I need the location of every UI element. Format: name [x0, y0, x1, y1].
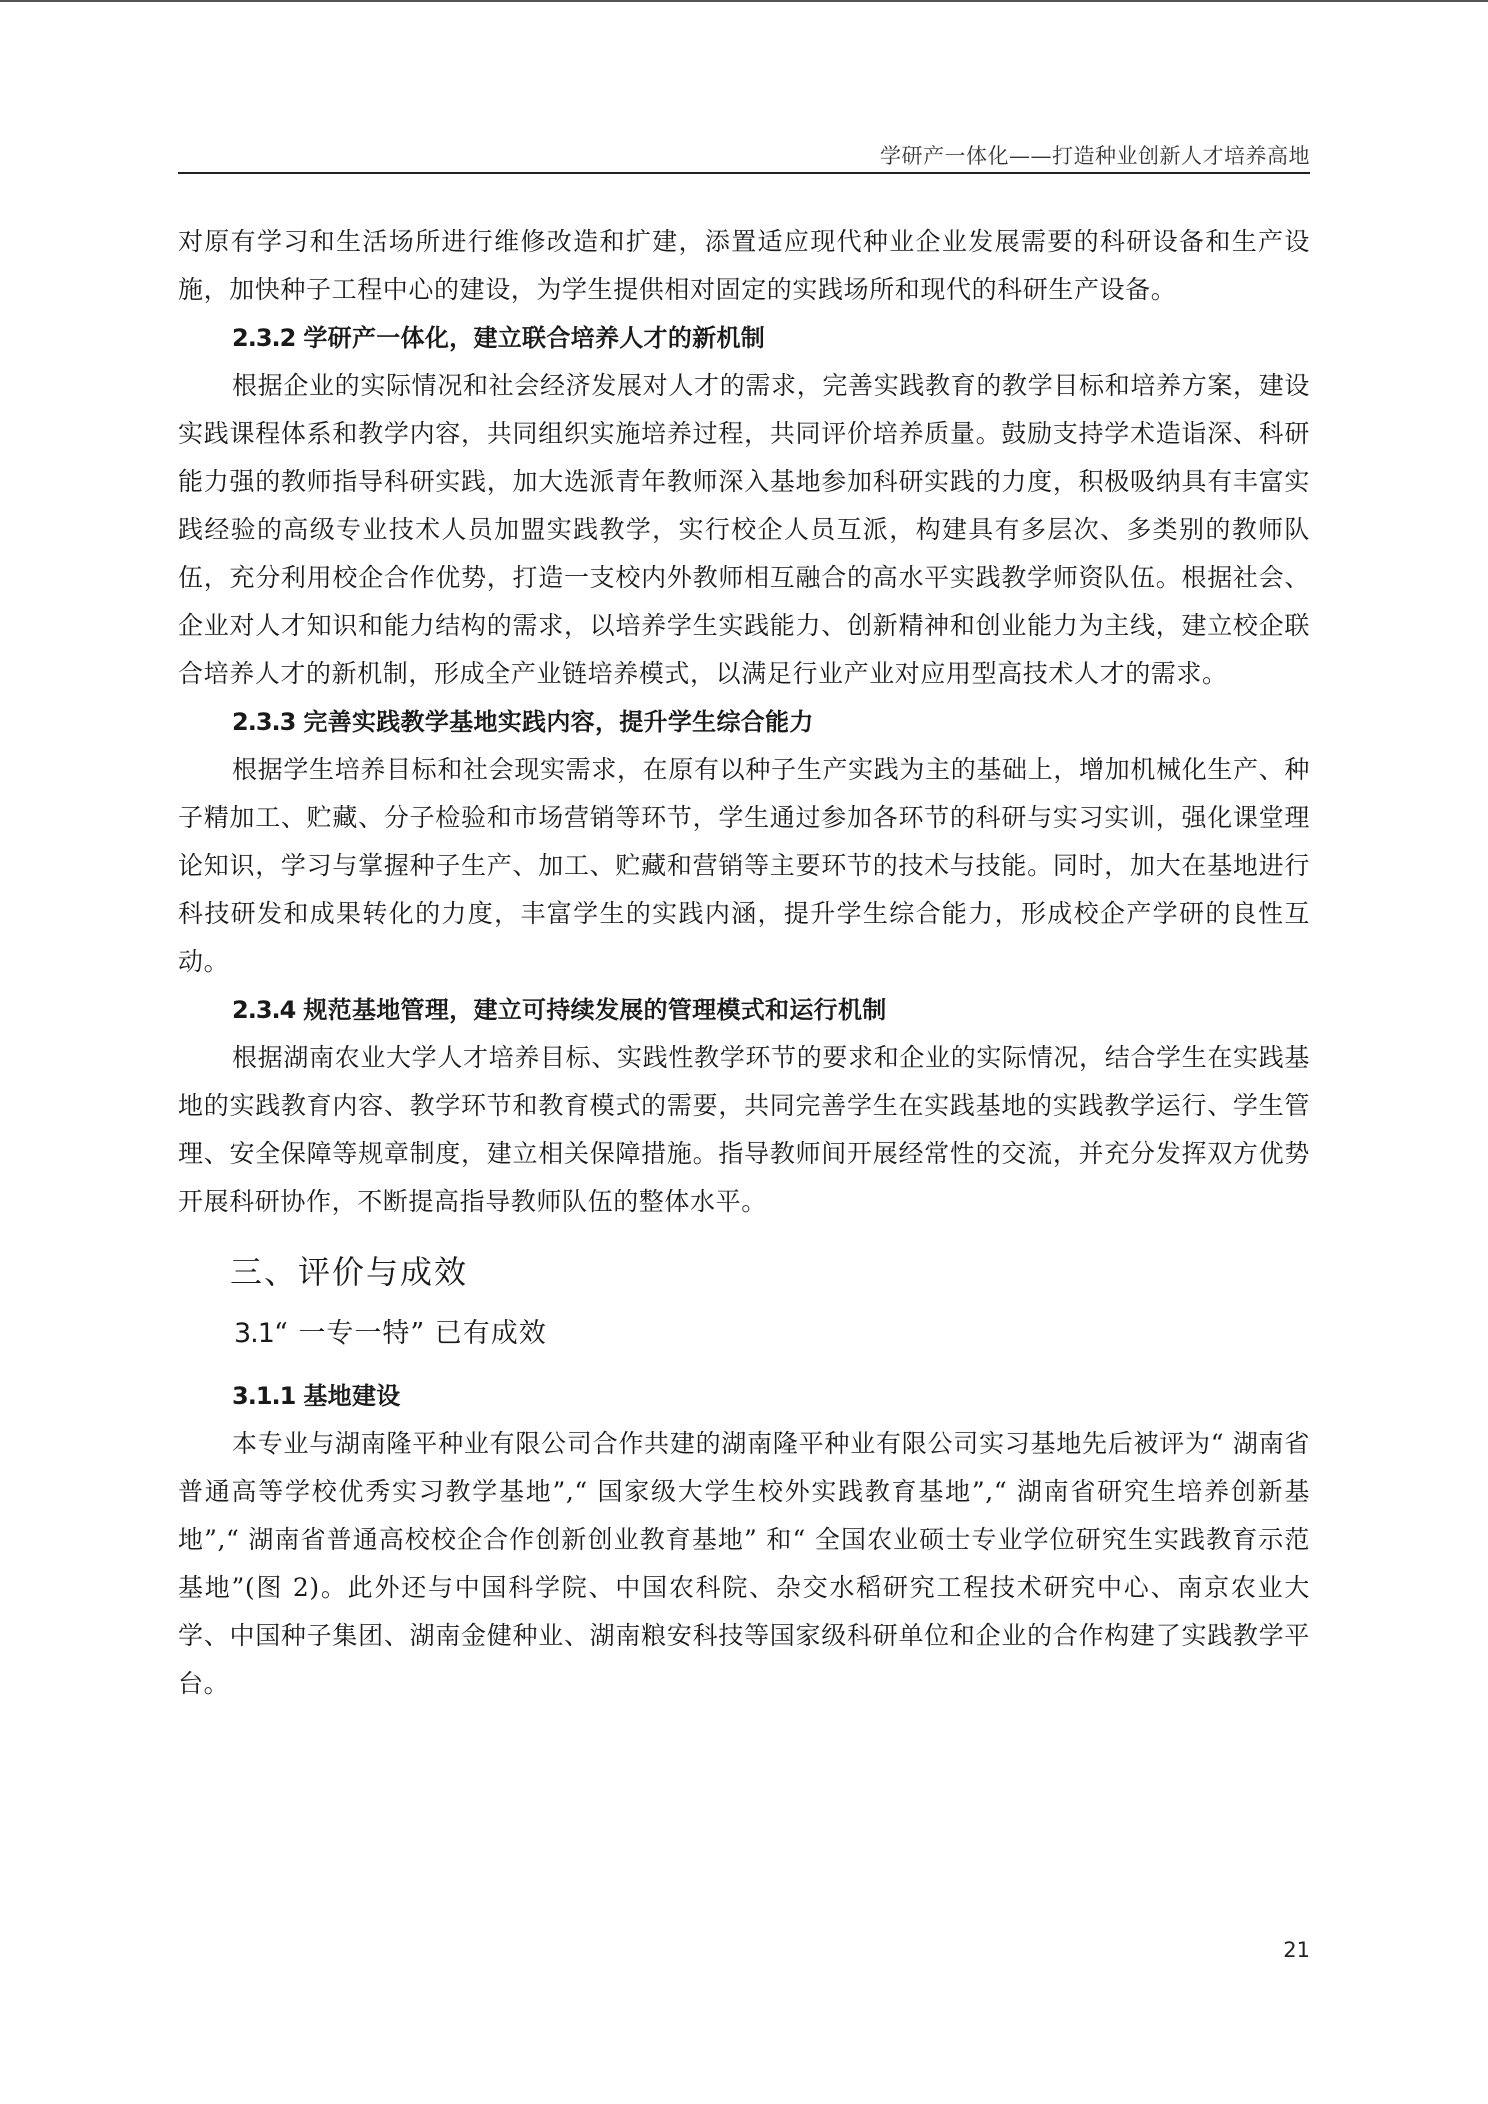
section-number: 2.3.3 [232, 708, 296, 736]
paragraph-2-3-2: 根据企业的实际情况和社会经济发展对人才的需求，完善实践教育的教学目标和培养方案，建设实践课程体系和教学内容，共同组织实施培养过程，共同评价培养质量。鼓励支持学术造诣深、科研能力强的教师指导科研实践，加大选派青年教师深入基地参加科研实践的力度，积极吸纳具有丰富实践经验的高级专业技术人员加盟实践教学，实行校企人员互派，构建具有多层次、多类别的教师队伍，充分利用校企合作优势，打造一支校内外教师相互融合的高水平实践教学师资队伍。根据社会、企业对人才知识和能力结构的需求，以培养学生实践能力、创新精神和创业能力为主线，建立校企联合培养人才的新机制，形成全产业链培养模式，以满足行业产业对应用型高技术人才的需求。 [178, 371, 1310, 688]
page-number: 21 [1283, 1938, 1310, 1962]
section-title: 完善实践教学基地实践内容，提升学生综合能力 [303, 708, 814, 736]
running-header: 学研产一体化——打造种业创新人才培养高地 [880, 144, 1310, 168]
section-number: 3.1 [234, 1318, 274, 1349]
section-heading-2-3-4 [178, 986, 1310, 1034]
section-heading-2-3-2 [178, 314, 1310, 362]
paragraph-2-3-4: 根据湖南农业大学人才培养目标、实践性教学环节的要求和企业的实际情况，结合学生在实践基地的实践教育内容、教学环节和教育模式的需要，共同完善学生在实践基地的实践教学运行、学生管理、安全保障等规章制度，建立相关保障措施。指导教师间开展经常性的交流，并充分发挥双方优势开展科研协作，不断提高指导教师队伍的整体水平。 [178, 1043, 1310, 1216]
section-heading-3-1 [234, 1308, 1310, 1360]
section-number: 3.1.1 [232, 1382, 296, 1410]
paragraph-3-1-1: 本专业与湖南隆平种业有限公司合作共建的湖南隆平种业有限公司实习基地先后被评为“ 湖南省普通高等学校优秀实习教学基地”,“ 国家级大学生校外实践教育基地”,“ 湖南省研究生培养创新基地”,“ 湖南省普通高校校企合作创新创业教育基地” 和“ 全国农业硕士专业学位研究生实践教育示范基地”(图 2)。此外还与中国科学院、中国农科院、杂交水稻研究工程技术研究中心、南京农业大学、中国种子集团、湖南金健种业、湖南粮安科技等国家级科研单位和企业的合作构建了实践教学平台。 [178, 1429, 1310, 1698]
section-heading-3-1-1 [178, 1372, 1310, 1420]
section-number: 2.3.4 [232, 996, 296, 1024]
section-number: 2.3.2 [232, 324, 296, 352]
section-title: “ 一专一特” 已有成效 [273, 1318, 547, 1349]
page-top-border [0, 0, 1488, 2]
chapter-heading-3: 三、评价与成效 [230, 1253, 469, 1291]
section-title: 学研产一体化，建立联合培养人才的新机制 [303, 324, 766, 352]
header-rule [178, 172, 1310, 174]
section-title: 基地建设 [303, 1382, 401, 1410]
section-title: 规范基地管理，建立可持续发展的管理模式和运行机制 [303, 996, 887, 1024]
paragraph-2-3-3: 根据学生培养目标和社会现实需求，在原有以种子生产实践为主的基础上，增加机械化生产、种子精加工、贮藏、分子检验和市场营销等环节，学生通过参加各环节的科研与实习实训，强化课堂理论知识，学习与掌握种子生产、加工、贮藏和营销等主要环节的技术与技能。同时，加大在基地进行科技研发和成果转化的力度，丰富学生的实践内涵，提升学生综合能力，形成校企产学研的良性互动。 [178, 755, 1310, 976]
page-body [178, 218, 1310, 1708]
section-heading-2-3-3 [178, 698, 1310, 746]
paragraph-intro: 对原有学习和生活场所进行维修改造和扩建，添置适应现代种业企业发展需要的科研设备和生产设施，加快种子工程中心的建设，为学生提供相对固定的实践场所和现代的科研生产设备。 [178, 227, 1310, 304]
